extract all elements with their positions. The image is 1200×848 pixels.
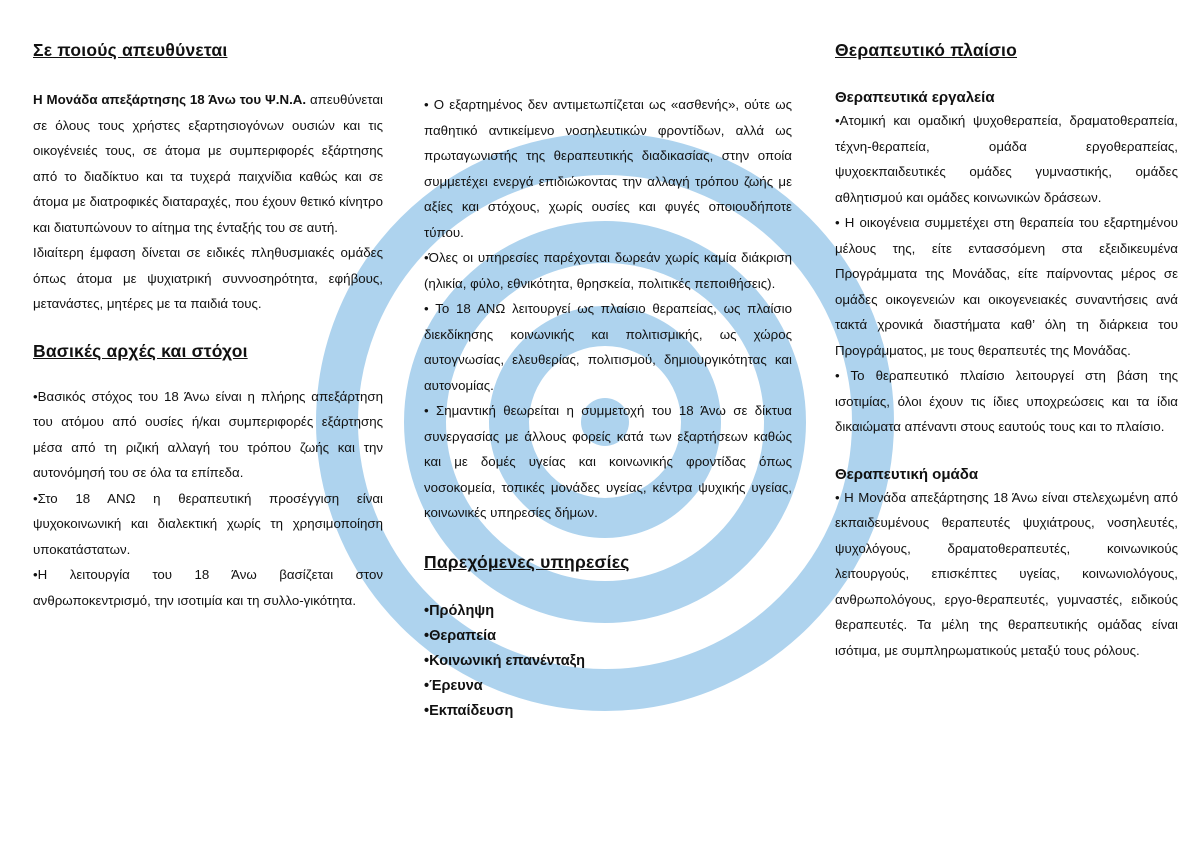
audience-rest: απευθύνεται σε όλους τους χρήστες εξαρτησιογόνων ουσιών και τις οικογένειές τους, σε άτομα με συμπεριφορές εξάρτησης από το διαδίκτυο και τα τυχερά παιχνίδια καθώς και σε άτομα με διατροφικές διαταραχές, που έχουν θετικό κίνητρο και διατυπώνουν το αίτημα της ένταξής του σε αυτή. <box>33 92 383 235</box>
team-paragraph: • Η Μονάδα απεξάρτησης 18 Άνω είναι στελεχωμένη από εκπαιδευμένους θεραπευτές ψυχιάτρους, νοσηλευτές, ψυχολόγους, δραματοθεραπευτές, κοινωνικούς λειτουργούς, επισκέπτες υγείας, κοινωνιολόγους, ανθρωπολόγους, εργο-θεραπευτές, γυμναστές, ειδικούς θεραπευτές. Τα μέλη της θεραπευτικής ομάδας είναι ισότιμα, με συμπληρωματικούς μεταξύ τους ρόλους. <box>835 489 1178 658</box>
principle-item: •Βασικός στόχος του 18 Άνω είναι η πλήρης απεξάρτηση του ατόμου από ουσίες ή/και συμπεριφορές εξάρτησης μέσα από τη ριζική αλλαγή του τρόπου ζωής και την αυτονόμησή του σε όλα τα επίπεδα. <box>33 388 383 480</box>
emphasis-paragraph: Ιδιαίτερη έμφαση δίνεται σε ειδικές πληθυσμιακές ομάδες όπως άτομα με ψυχιατρική συννοσηρότητα, εφήβους, μετανάστες, μητέρες με τα παιδιά τους. <box>33 245 383 311</box>
heading-framework: Θεραπευτικό πλαίσιο <box>835 40 1018 60</box>
tools-item: •Ατομική και ομαδική ψυχοθεραπεία, δραματοθεραπεία, τέχνη-θεραπεία, ομάδα εργοθεραπείας, ψυχοεκπαιδευτικές ομάδες γυμναστικής, ομάδες αθλητισμού και ομάδες κοινωνικών δράσεων. <box>835 113 1178 205</box>
audience-lead: Η Μονάδα απεξάρτησης 18 Άνω του Ψ.Ν.Α. <box>33 92 307 107</box>
principle-item: •Στο 18 ΑΝΩ η θεραπευτική προσέγγιση είναι ψυχοκοινωνική και διαλεκτική χωρίς τη χρησιμοποίηση υποκατάστατων. <box>33 490 383 557</box>
service-item: •Θεραπεία <box>424 627 497 644</box>
heading-team: Θεραπευτική ομάδα <box>835 465 979 483</box>
services-list <box>424 599 792 724</box>
service-item: •Κοινωνική επανένταξη <box>424 652 585 669</box>
column-right <box>835 40 1178 663</box>
heading-tools: Θεραπευτικά εργαλεία <box>835 89 995 106</box>
principle-item: •Η λειτουργία του 18 Άνω βασίζεται στον ανθρωποκεντρισμό, την ισοτιμία και τη συλλο-γικότητα. <box>33 567 383 608</box>
tools-item: • Το θεραπευτικό πλαίσιο λειτουργεί στη βάση της ισοτιμίας, όλοι έχουν τις ίδιες υποχρεώσεις και τα ίδια δικαιώματα απέναντι στους εαυτούς τους και το πλαίσιο. <box>835 368 1178 434</box>
principle-item: • Ο εξαρτημένος δεν αντιμετωπίζεται ως «ασθενής», ούτε ως παθητικό αντικείμενο νοσηλευτικών φροντίδων, αλλά ως πρωταγωνιστής της θεραπευτικής διαδικασίας, στην οποία συμμετέχει ενεργά επιδιώκοντας την αλλαγή τρόπου ζωής με αξίες και στόχους, χωρίς ουσίες και φυγές οποιουδήποτε τύπου. <box>424 97 792 240</box>
service-item: •Πρόληψη <box>424 602 495 619</box>
principles-list <box>33 384 383 614</box>
heading-principles: Βασικές αρχές και στόχοι <box>33 340 248 361</box>
principle-item: •Όλες οι υπηρεσίες παρέχονται δωρεάν χωρίς καμία διάκριση (ηλικία, φύλο, εθνικότητα, θρησκεία, πολιτικές πεποιθήσεις). <box>424 250 792 291</box>
service-item: •Έρευνα <box>424 677 483 694</box>
service-item: •Εκπαίδευση <box>424 702 514 719</box>
column-left <box>33 40 383 613</box>
tools-item: • Η οικογένεια συμμετέχει στη θεραπεία του εξαρτημένου μέλους της, είτε εντασσόμενη στα εξειδικευμένα Προγράμματα της Μονάδας, είτε παίρνοντας μέρος σε ομάδες οικογενειών και οικογενειακές συναντήσεις ανά τακτά χρονικά διαστήματα καθ’ όλη τη διάρκεια του Προγράμματος, με τους θεραπευτές της Μονάδας. <box>835 215 1178 358</box>
principle-item: • Σημαντική θεωρείται η συμμετοχή του 18 Άνω σε δίκτυα συνεργασίας με άλλους φορείς κατά των εξαρτήσεων καθώς και με δομές υγείας και κοινωνικής φροντίδας όπως νοσοκομεία, τοπικές μονάδες υγείας, κέντρα ψυχικής υγείας, κοινωνικές υπηρεσίες δήμων. <box>424 403 792 520</box>
column-middle <box>424 92 792 724</box>
heading-audience: Σε ποιούς απευθύνεται <box>33 40 228 60</box>
heading-services: Παρεχόμενες υπηρεσίες <box>424 551 630 572</box>
principle-item: • Το 18 ΑΝΩ λειτουργεί ως πλαίσιο θεραπείας, ως πλαίσιο διεκδίκησης κοινωνικής και πολιτισμικής, ως χώρος αυτογνωσίας, ελευθερίας, πολιτισμού, δημιουργικότητας και αυτονομίας. <box>424 301 792 393</box>
audience-paragraph <box>33 87 383 240</box>
